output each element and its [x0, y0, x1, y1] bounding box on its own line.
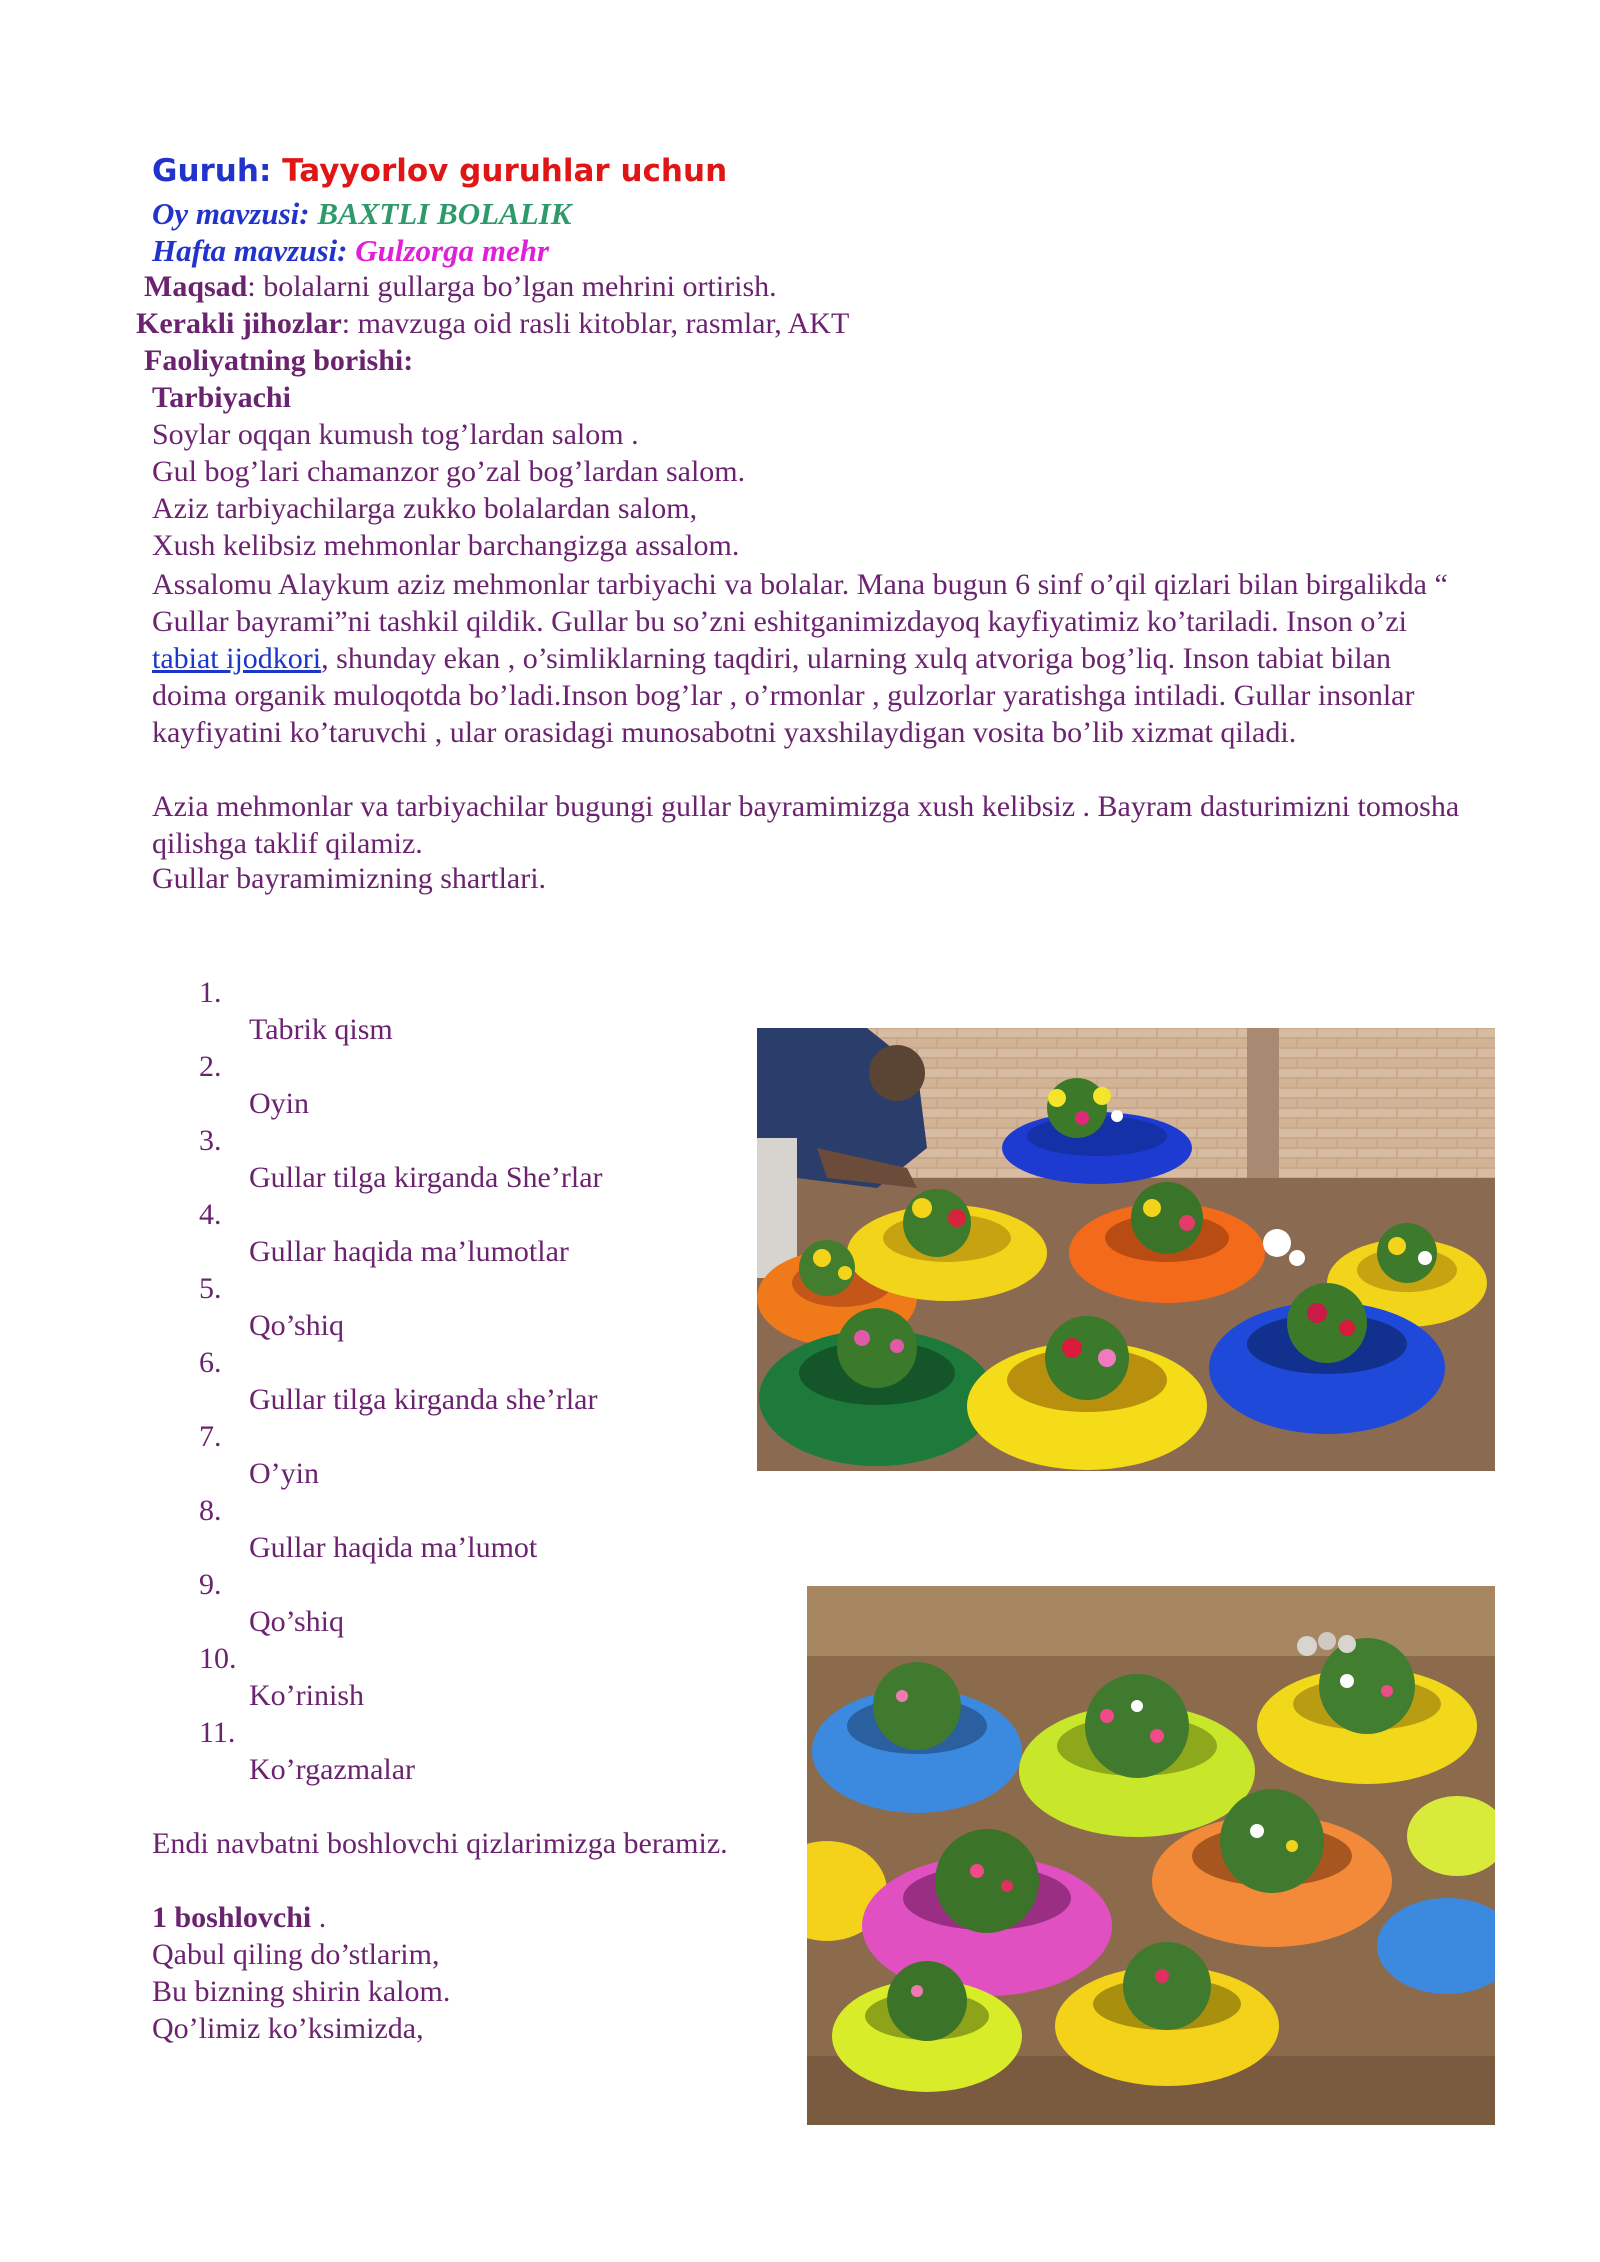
list-item: Gullar tilga kirganda she’rlar — [249, 1383, 598, 1416]
week-theme-label: Hafta mavzusi: — [152, 233, 348, 268]
verse-line: Bu bizning shirin kalom. — [152, 1975, 451, 2008]
list-item: Qo’shiq — [249, 1605, 345, 1638]
list-item: Gullar tilga kirganda She’rlar — [249, 1161, 603, 1194]
equipment-text: : mavzuga oid rasli kitoblar, rasmlar, AKT — [341, 307, 850, 340]
week-theme-value: Gulzorga mehr — [355, 233, 550, 268]
tire-flowerbed-photo-1 — [757, 1028, 1495, 1471]
intro-text: Assalomu Alaykum aziz mehmonlar tarbiyachi va bolalar. Mana bugun 6 sinf o’qil qizlari bilan birgalikda “ Gullar bayrami”ni tashkil qildik. Gullar bu so’zni eshitganimizdayoq kayfiyatimiz ko’tariladi. Inson o’zi — [152, 568, 1448, 638]
list-item: Tabrik qism — [249, 1013, 393, 1046]
teacher-heading: Tarbiyachi — [152, 381, 291, 414]
poem-line: Xush kelibsiz mehmonlar barchangizga assalom. — [152, 529, 740, 562]
tire-planters-image — [807, 1586, 1495, 2125]
intro-paragraph — [152, 566, 1472, 751]
presenter-label: 1 boshlovchi — [152, 1901, 312, 1934]
list-item-number: 1. — [199, 976, 222, 1009]
week-theme-line — [152, 233, 549, 269]
tire-flowerbed-photo-2 — [807, 1586, 1495, 2125]
group-line — [152, 153, 727, 189]
list-item: Qo’shiq — [249, 1309, 345, 1342]
list-item: Ko’rgazmalar — [249, 1753, 416, 1786]
list-item: Gullar haqida ma’lumotlar — [249, 1235, 569, 1268]
verse-line: Qo’limiz ko’ksimizda, — [152, 2012, 424, 2045]
list-item-number: 5. — [199, 1272, 222, 1305]
list-item: Gullar haqida ma’lumot — [249, 1531, 538, 1564]
list-item-number: 9. — [199, 1568, 222, 1601]
equipment-line — [136, 307, 849, 341]
goal-label: Maqsad — [144, 270, 248, 303]
goal-text: : bolalarni gullarga bo’lgan mehrini ortirish. — [247, 270, 777, 303]
list-item-number: 3. — [199, 1124, 222, 1157]
list-item: Oyin — [249, 1087, 309, 1120]
month-theme-value: BAXTLI BOLALIK — [317, 196, 572, 231]
poem-line: Gul bog’lari chamanzor go’zal bog’lardan salom. — [152, 455, 746, 488]
list-item-number: 11. — [199, 1716, 236, 1749]
list-item: O’yin — [249, 1457, 319, 1490]
list-item-number: 7. — [199, 1420, 222, 1453]
month-theme-line — [152, 196, 571, 232]
list-item: Ko’rinish — [249, 1679, 364, 1712]
poem-line: Soylar oqqan kumush tog’lardan salom . — [152, 418, 639, 451]
handover-line: Endi navbatni boshlovchi qizlarimizga beramiz. — [152, 1827, 728, 1860]
intro-text-continued: , shunday ekan , o’simliklarning taqdiri, ularning xulq atvoriga bog’liq. Inson tabiat bilan doima organik muloqotda bo’ladi.Inson bog’lar , o’rmonlar , gulzorlar yaratishga intiladi. Gullar insonlar kayfiyatini ko’taruvchi , ular orasidagi munosabotni yaxshilaydigan vosita bo’lib xizmat qiladi. — [152, 642, 1415, 749]
group-value: Tayyorlov guruhlar uchun — [282, 153, 728, 189]
presenter-suffix: . — [311, 1901, 327, 1934]
nature-creator-link[interactable]: tabiat ijodkori — [152, 642, 322, 675]
welcome-paragraph: Azia mehmonlar va tarbiyachilar bugungi gullar bayramimizga xush kelibsiz . Bayram dasturimizni tomosha qilishga taklif qilamiz. — [152, 790, 1460, 860]
progress-heading: Faoliyatning borishi: — [144, 344, 414, 377]
conditions-heading: Gullar bayramimizning shartlari. — [152, 862, 547, 895]
list-item-number: 10. — [199, 1642, 237, 1675]
list-item-number: 2. — [199, 1050, 222, 1083]
list-item-number: 4. — [199, 1198, 222, 1231]
goal-line — [144, 270, 777, 304]
group-label: Guruh: — [152, 153, 272, 189]
list-item-number: 6. — [199, 1346, 222, 1379]
equipment-label: Kerakli jihozlar — [136, 307, 342, 340]
tire-flowerbed-image — [757, 1028, 1495, 1471]
month-theme-label: Oy mavzusi: — [152, 196, 310, 231]
presenter-line — [152, 1901, 326, 1935]
poem-line: Aziz tarbiyachilarga zukko bolalardan salom, — [152, 492, 698, 525]
verse-line: Qabul qiling do’stlarim, — [152, 1938, 440, 1971]
list-item-number: 8. — [199, 1494, 222, 1527]
